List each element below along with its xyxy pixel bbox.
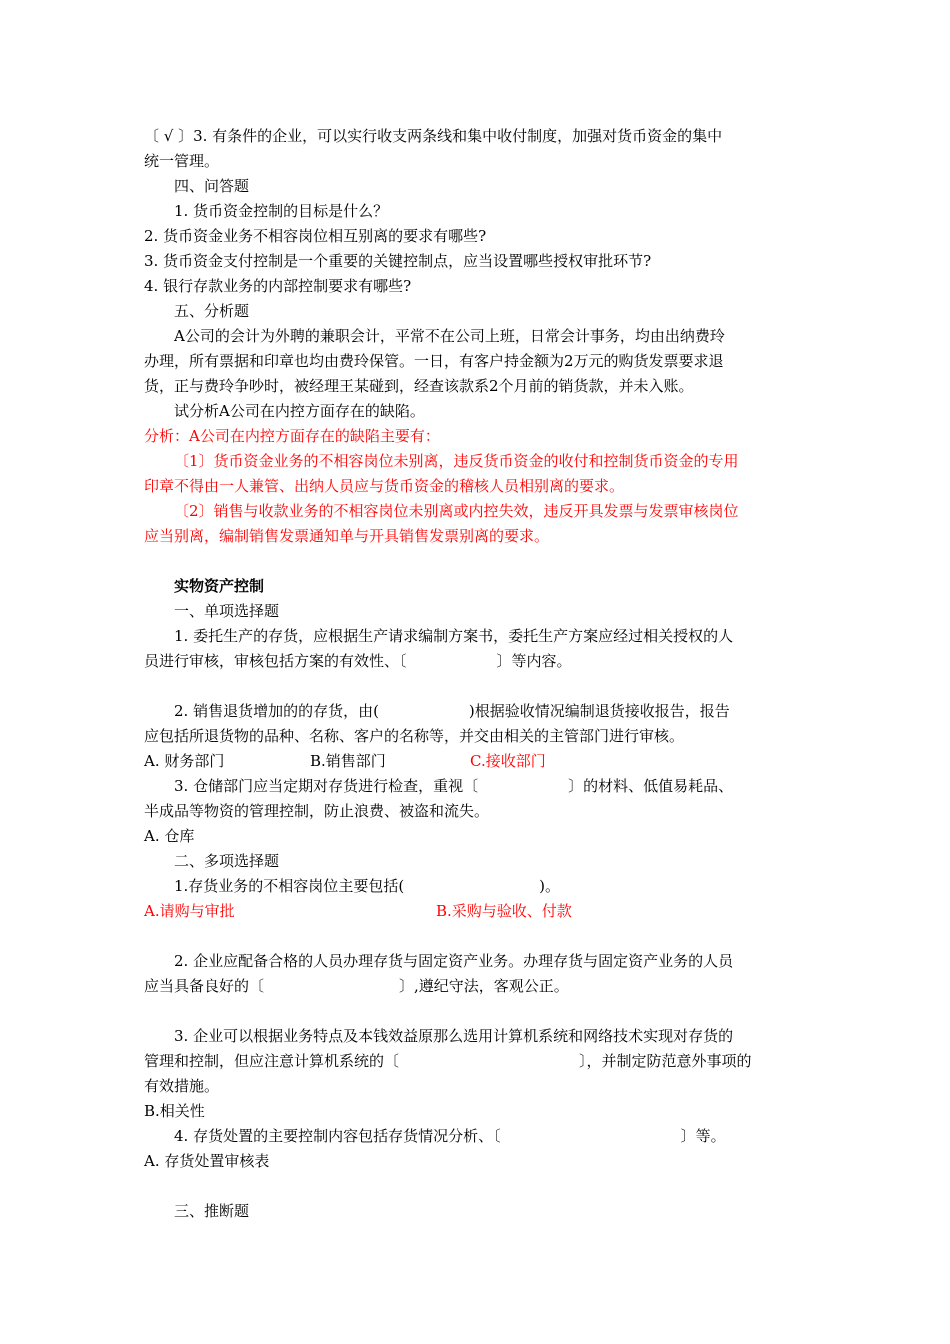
single-q2-options	[144, 749, 808, 774]
section-heading-multi: 二、多项选择题	[174, 852, 280, 870]
question-1: 1. 货币资金控制的目标是什么？	[174, 202, 389, 220]
single-q1-cont: 员进行审核，审核包括方案的有效性、〔 〕等内容。	[144, 652, 572, 670]
answer-point-1-cont: 印章不得由一人兼管、出纳人员应与货币资金的稽核人员相别离的要求。	[144, 477, 625, 495]
single-q2: 2. 销售退货增加的的存货，由( )根据验收情况编制退货接收报告，报告	[174, 702, 730, 720]
judgement-item-3-cont: 统一管理。	[144, 152, 220, 170]
multi-q3-answer: B.相关性	[144, 1102, 205, 1120]
section-heading-qa: 四、问答题	[174, 177, 250, 195]
answer-point-2-cont: 应当别离，编制销售发票通知单与开具销售发票别离的要求。	[144, 527, 550, 545]
section-heading-judgement: 三、推断题	[174, 1202, 250, 1220]
case-text-1: A公司的会计为外聘的兼职会计，平常不在公司上班，日常会计事务，均由出纳费玲	[174, 327, 725, 345]
question-4: 4. 银行存款业务的内部控制要求有哪些?	[144, 277, 412, 295]
multi-q2-cont: 应当具备良好的〔 〕,遵纪守法，客观公正。	[144, 977, 569, 995]
case-text-3: 货，正与费玲争吵时，被经理王某碰到，经查该款系2个月前的销货款，并未入账。	[144, 377, 694, 395]
multi-q4: 4. 存货处置的主要控制内容包括存货情况分析、〔 〕等。	[174, 1127, 726, 1145]
case-question: 试分析A公司在内控方面存在的缺陷。	[174, 402, 425, 420]
single-q1: 1. 委托生产的存货，应根据生产请求编制方案书，委托生产方案应经过相关授权的人	[174, 627, 734, 645]
multi-q3-cont2: 有效措施。	[144, 1077, 220, 1095]
option-a: A. 财务部门	[144, 752, 225, 770]
multi-q1: 1.存货业务的不相容岗位主要包括( )。	[174, 877, 561, 895]
answer-point-1: 〔1〕货币资金业务的不相容岗位未别离，违反货币资金的收付和控制货币资金的专用	[174, 452, 739, 470]
answer-intro: 分析：A公司在内控方面存在的缺陷主要有：	[144, 427, 440, 445]
single-q3: 3. 仓储部门应当定期对存货进行检查，重视〔 〕的材料、低值易耗品、	[174, 777, 734, 795]
question-2: 2. 货币资金业务不相容岗位相互别离的要求有哪些?	[144, 227, 487, 245]
section-heading-single: 一、单项选择题	[174, 602, 280, 620]
multi-option-b: B.采购与验收、付款	[436, 902, 572, 920]
question-3: 3. 货币资金支付控制是一个重要的关键控制点，应当设置哪些授权审批环节?	[144, 252, 652, 270]
multi-q3: 3. 企业可以根据业务特点及本钱效益原那么选用计算机系统和网络技术实现对存货的	[174, 1027, 734, 1045]
chapter-title: 实物资产控制	[174, 577, 265, 595]
multi-option-a: A.请购与审批	[144, 902, 235, 920]
option-c: C.接收部门	[470, 752, 546, 770]
single-q3-answer: A. 仓库	[144, 827, 195, 845]
section-heading-analysis: 五、分析题	[174, 302, 250, 320]
multi-q3-cont: 管理和控制，但应注意计算机系统的〔 〕，并制定防范意外事项的	[144, 1052, 752, 1070]
option-b: B.销售部门	[310, 752, 386, 770]
multi-q4-answer: A. 存货处置审核表	[144, 1152, 270, 1170]
case-text-2: 办理，所有票据和印章也均由费玲保管。一日，有客户持金额为2万元的购货发票要求退	[144, 352, 724, 370]
multi-q1-options	[144, 899, 808, 924]
document-page	[144, 124, 808, 1224]
single-q2-cont: 应包括所退货物的品种、名称、客户的名称等，并交由相关的主管部门进行审核。	[144, 727, 685, 745]
answer-point-2: 〔2〕销售与收款业务的不相容岗位未别离或内控失效，违反开具发票与发票审核岗位	[174, 502, 739, 520]
multi-q2: 2. 企业应配备合格的人员办理存货与固定资产业务。办理存货与固定资产业务的人员	[174, 952, 734, 970]
single-q3-cont: 半成品等物资的管理控制，防止浪费、被盗和流失。	[144, 802, 490, 820]
judgement-item-3: 〔 √ 〕3. 有条件的企业，可以实行收支两条线和集中收付制度，加强对货币资金的集中	[144, 127, 723, 145]
